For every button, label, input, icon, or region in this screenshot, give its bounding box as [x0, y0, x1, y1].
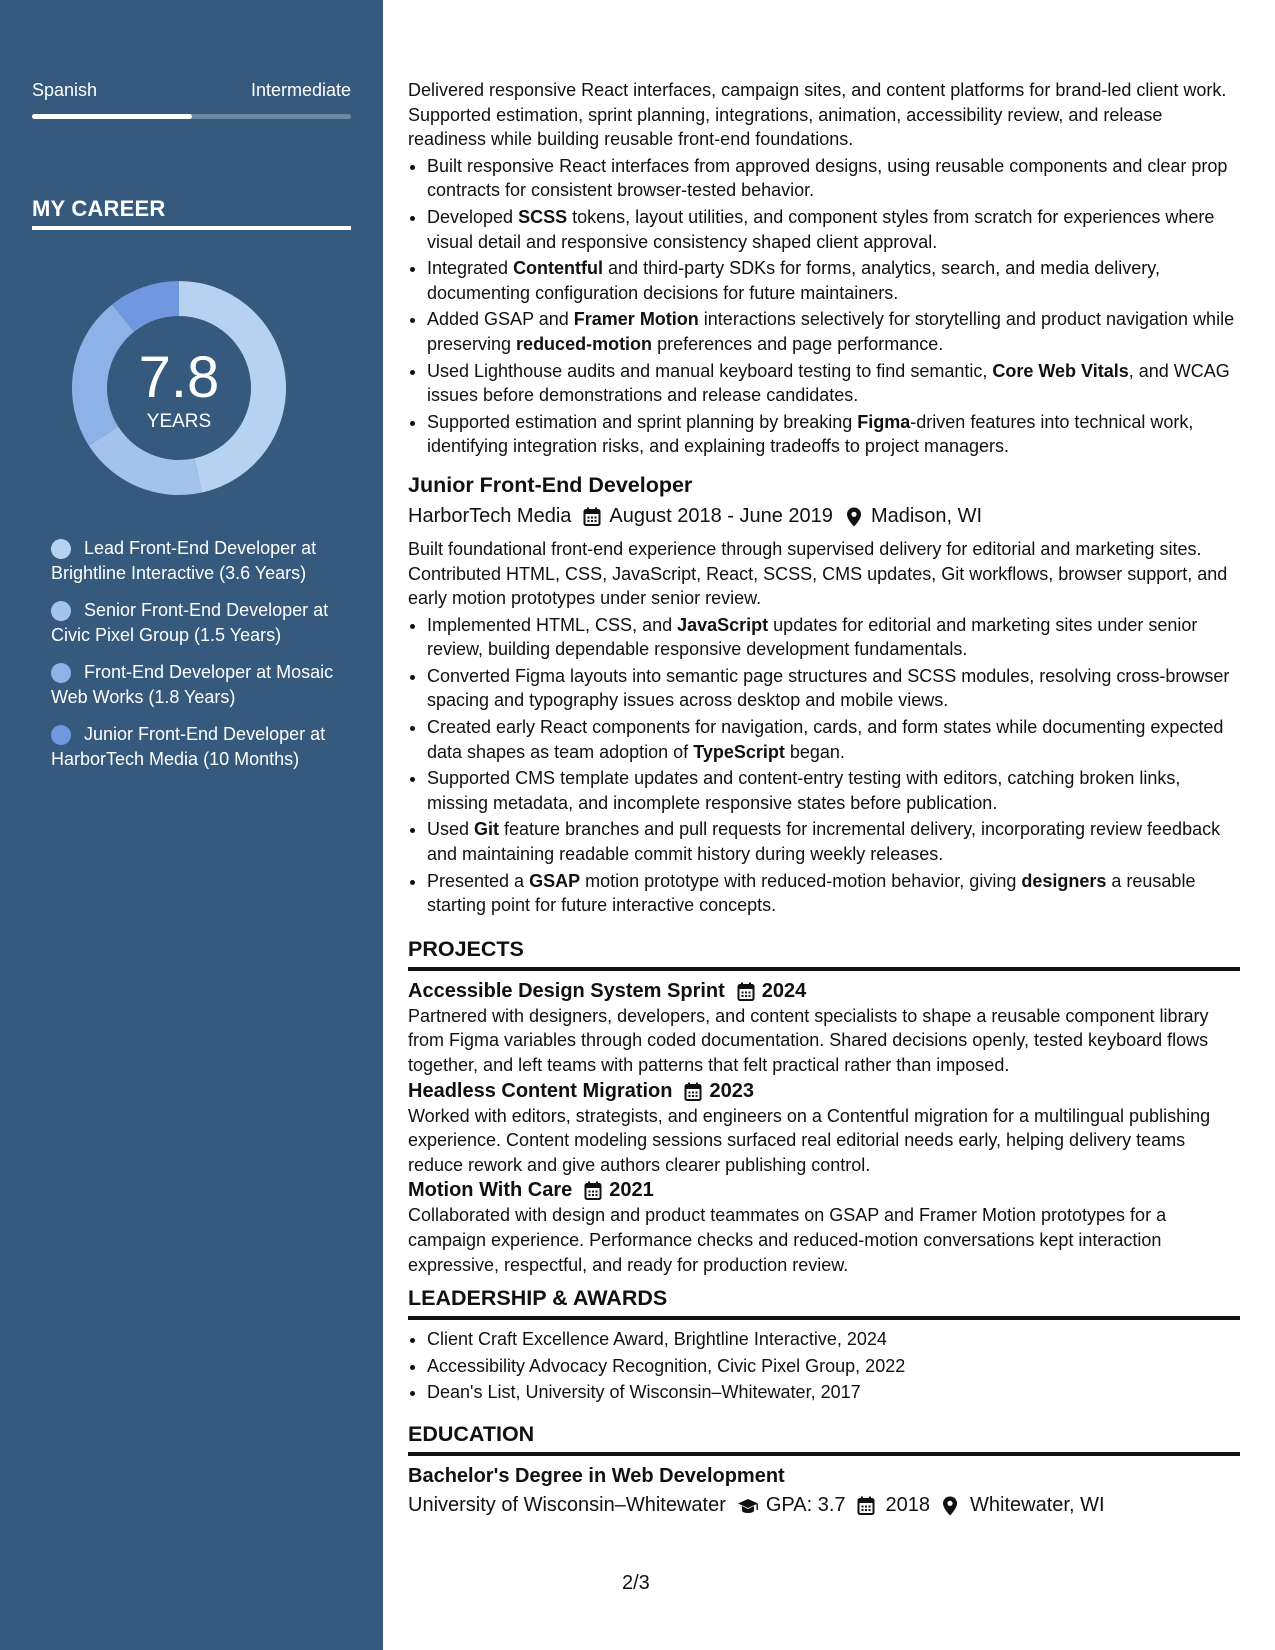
prev-job-bullets: [427, 154, 1240, 459]
prev-job-summary: Delivered responsive React interfaces, campaign sites, and content platforms for brand-led client work. Supported estimation, sprint planning, integrations, animation, accessibility review, and release readiness while building reusable front-end foundations.: [408, 80, 1227, 150]
project-item: [408, 1177, 1240, 1277]
career-legend-item: [51, 722, 341, 771]
project-title-row: [408, 1177, 1240, 1203]
education-year: 2018: [885, 1493, 931, 1516]
bullet-item: • Integrated Contentful and third-party SDKs for forms, analytics, search, and media delivery, documenting configuration decisions for future maintainers.: [427, 256, 1240, 305]
bullet-item: • Created early React components for navigation, cards, and form states while documenting expected data shapes as team adoption of TypeScript began.: [427, 715, 1240, 764]
bullet-item: • Used Git feature branches and pull requests for incremental delivery, incorporating review feedback and maintaining readable commit history during weekly releases.: [427, 817, 1240, 866]
job-dates: August 2018 - June 2019: [609, 504, 833, 527]
education-meta: [408, 1491, 1240, 1519]
education-heading: EDUCATION: [408, 1421, 535, 1446]
education-rule: [408, 1452, 1240, 1456]
education-location: Whitewater, WI: [970, 1493, 1105, 1516]
bullet-item: • Supported CMS template updates and content-entry testing with editors, catching broken links, missing metadata, and incomplete responsive states before publication.: [427, 766, 1240, 815]
language-level: Intermediate: [250, 80, 351, 100]
project-title-row: [408, 978, 1240, 1004]
graduation-cap-icon: [737, 1496, 757, 1516]
bullet-item: • Supported estimation and sprint planning by breaking Figma-driven features into technical work, identifying integration risks, and explaining tradeoffs to project managers.: [427, 410, 1240, 459]
career-legend-label: Junior Front-End Developer at HarborTech Media (10 Months): [51, 724, 326, 769]
job-meta: [408, 502, 1240, 530]
project-year: 2021: [609, 1179, 654, 1202]
page-number: 2/3: [622, 1572, 650, 1594]
awards-rule: [408, 1316, 1240, 1320]
calendar-icon: [684, 1082, 702, 1102]
career-total-value: 7.8: [138, 345, 220, 410]
bullet-item: • Built responsive React interfaces from approved designs, using reusable components and clear prop contracts for consistent browser-tested behavior.: [427, 154, 1240, 203]
awards-list: [427, 1327, 1240, 1405]
project-description: Collaborated with design and product teammates on GSAP and Framer Motion prototypes for a campaign experience. Performance checks and reduced-motion conversations kept interaction expressive, respectful, and ready for production review.: [408, 1205, 1167, 1275]
job-location: Madison, WI: [870, 504, 983, 527]
legend-dot: [51, 663, 71, 683]
language-name: Spanish: [32, 80, 98, 100]
school-name: University of Wisconsin–Whitewater: [408, 1493, 726, 1516]
map-pin-icon: [941, 1496, 961, 1516]
junior-job-bullets: [427, 613, 1240, 918]
career-donut-chart: [66, 275, 292, 501]
main-content: [408, 78, 1240, 1519]
project-item: [408, 1078, 1240, 1178]
legend-dot: [51, 601, 71, 621]
career-legend: [51, 536, 341, 784]
donut-segment: [72, 304, 134, 445]
project-description: Partnered with designers, developers, and content specialists to shape a reusable component library from Figma variables through coded documentation. Shared decisions openly, tested keyboard flows together, and left teams with patterns that felt practical rather than imposed.: [408, 1005, 1209, 1075]
bullet-item: • Used Lighthouse audits and manual keyboard testing to find semantic, Core Web Vitals, and WCAG issues before demonstrations and release candidates.: [427, 359, 1240, 408]
project-title: Motion With Care: [408, 1179, 573, 1202]
project-title: Accessible Design System Sprint: [408, 979, 725, 1002]
education-gpa: GPA: 3.7: [765, 1493, 846, 1516]
bullet-item: • Developed SCSS tokens, layout utilities, and component styles from scratch for experiences where visual detail and responsive consistency shaped client approval.: [427, 205, 1240, 254]
career-legend-item: [51, 660, 341, 709]
job-company: HarborTech Media: [408, 504, 572, 527]
calendar-icon: [737, 982, 755, 1002]
project-item: [408, 978, 1240, 1078]
project-title-row: [408, 1078, 1240, 1104]
job-title: Junior Front-End Developer: [408, 472, 693, 497]
projects-rule: [408, 967, 1240, 971]
project-title: Headless Content Migration: [408, 1079, 673, 1102]
career-legend-item: [51, 598, 341, 647]
language-proficiency-bar: [32, 114, 351, 119]
award-item: • Accessibility Advocacy Recognition, Civic Pixel Group, 2022: [427, 1354, 1240, 1379]
bullet-item: • Added GSAP and Framer Motion interactions selectively for storytelling and product navigation while preserving reduced-motion preferences and page performance.: [427, 307, 1240, 356]
degree-title: Bachelor's Degree in Web Development: [408, 1464, 785, 1487]
awards-heading: LEADERSHIP & AWARDS: [408, 1286, 668, 1311]
bullet-item: • Implemented HTML, CSS, and JavaScript updates for editorial and marketing sites under senior review, building dependable responsive development fundamentals.: [427, 613, 1240, 662]
career-total-unit: YEARS: [146, 411, 212, 432]
career-legend-label: Lead Front-End Developer at Brightline Interactive (3.6 Years): [51, 538, 317, 583]
calendar-icon: [857, 1496, 877, 1516]
legend-dot: [51, 539, 71, 559]
project-description: Worked with editors, strategists, and engineers on a Contentful migration for a multilingual publishing experience. Content modeling sessions surfaced real editorial needs early, helping delivery teams reduce rework and give authors clearer publishing control.: [408, 1105, 1211, 1175]
calendar-icon: [583, 507, 601, 527]
map-pin-icon: [845, 507, 863, 527]
career-legend-label: Front-End Developer at Mosaic Web Works (1.8 Years): [51, 662, 334, 707]
career-heading: MY CAREER: [32, 196, 166, 221]
award-item: • Client Craft Excellence Award, Brightline Interactive, 2024: [427, 1327, 1240, 1352]
award-item: • Dean's List, University of Wisconsin–Whitewater, 2017: [427, 1380, 1240, 1405]
career-heading-rule: [32, 226, 351, 230]
projects-heading: PROJECTS: [408, 936, 524, 961]
junior-job-summary: Built foundational front-end experience through supervised delivery for editorial and marketing sites. Contributed HTML, CSS, JavaScript, React, SCSS, CMS updates, Git workflows, browser support, and early motion prototypes under senior review.: [408, 538, 1228, 609]
bullet-item: • Presented a GSAP motion prototype with reduced-motion behavior, giving designers a reusable starting point for future interactive concepts.: [427, 869, 1240, 918]
legend-dot: [51, 725, 71, 745]
language-row: [32, 80, 351, 101]
project-year: 2024: [761, 979, 807, 1002]
career-legend-item: [51, 536, 341, 585]
sidebar: [0, 0, 383, 1650]
project-year: 2023: [709, 1079, 754, 1102]
donut-segment: [89, 427, 202, 495]
career-legend-label: Senior Front-End Developer at Civic Pixel Group (1.5 Years): [51, 600, 329, 645]
bullet-item: • Converted Figma layouts into semantic page structures and SCSS modules, resolving cross-browser spacing and typography issues across desktop and mobile views.: [427, 664, 1240, 713]
calendar-icon: [584, 1181, 602, 1201]
language-proficiency-fill: [32, 114, 192, 119]
